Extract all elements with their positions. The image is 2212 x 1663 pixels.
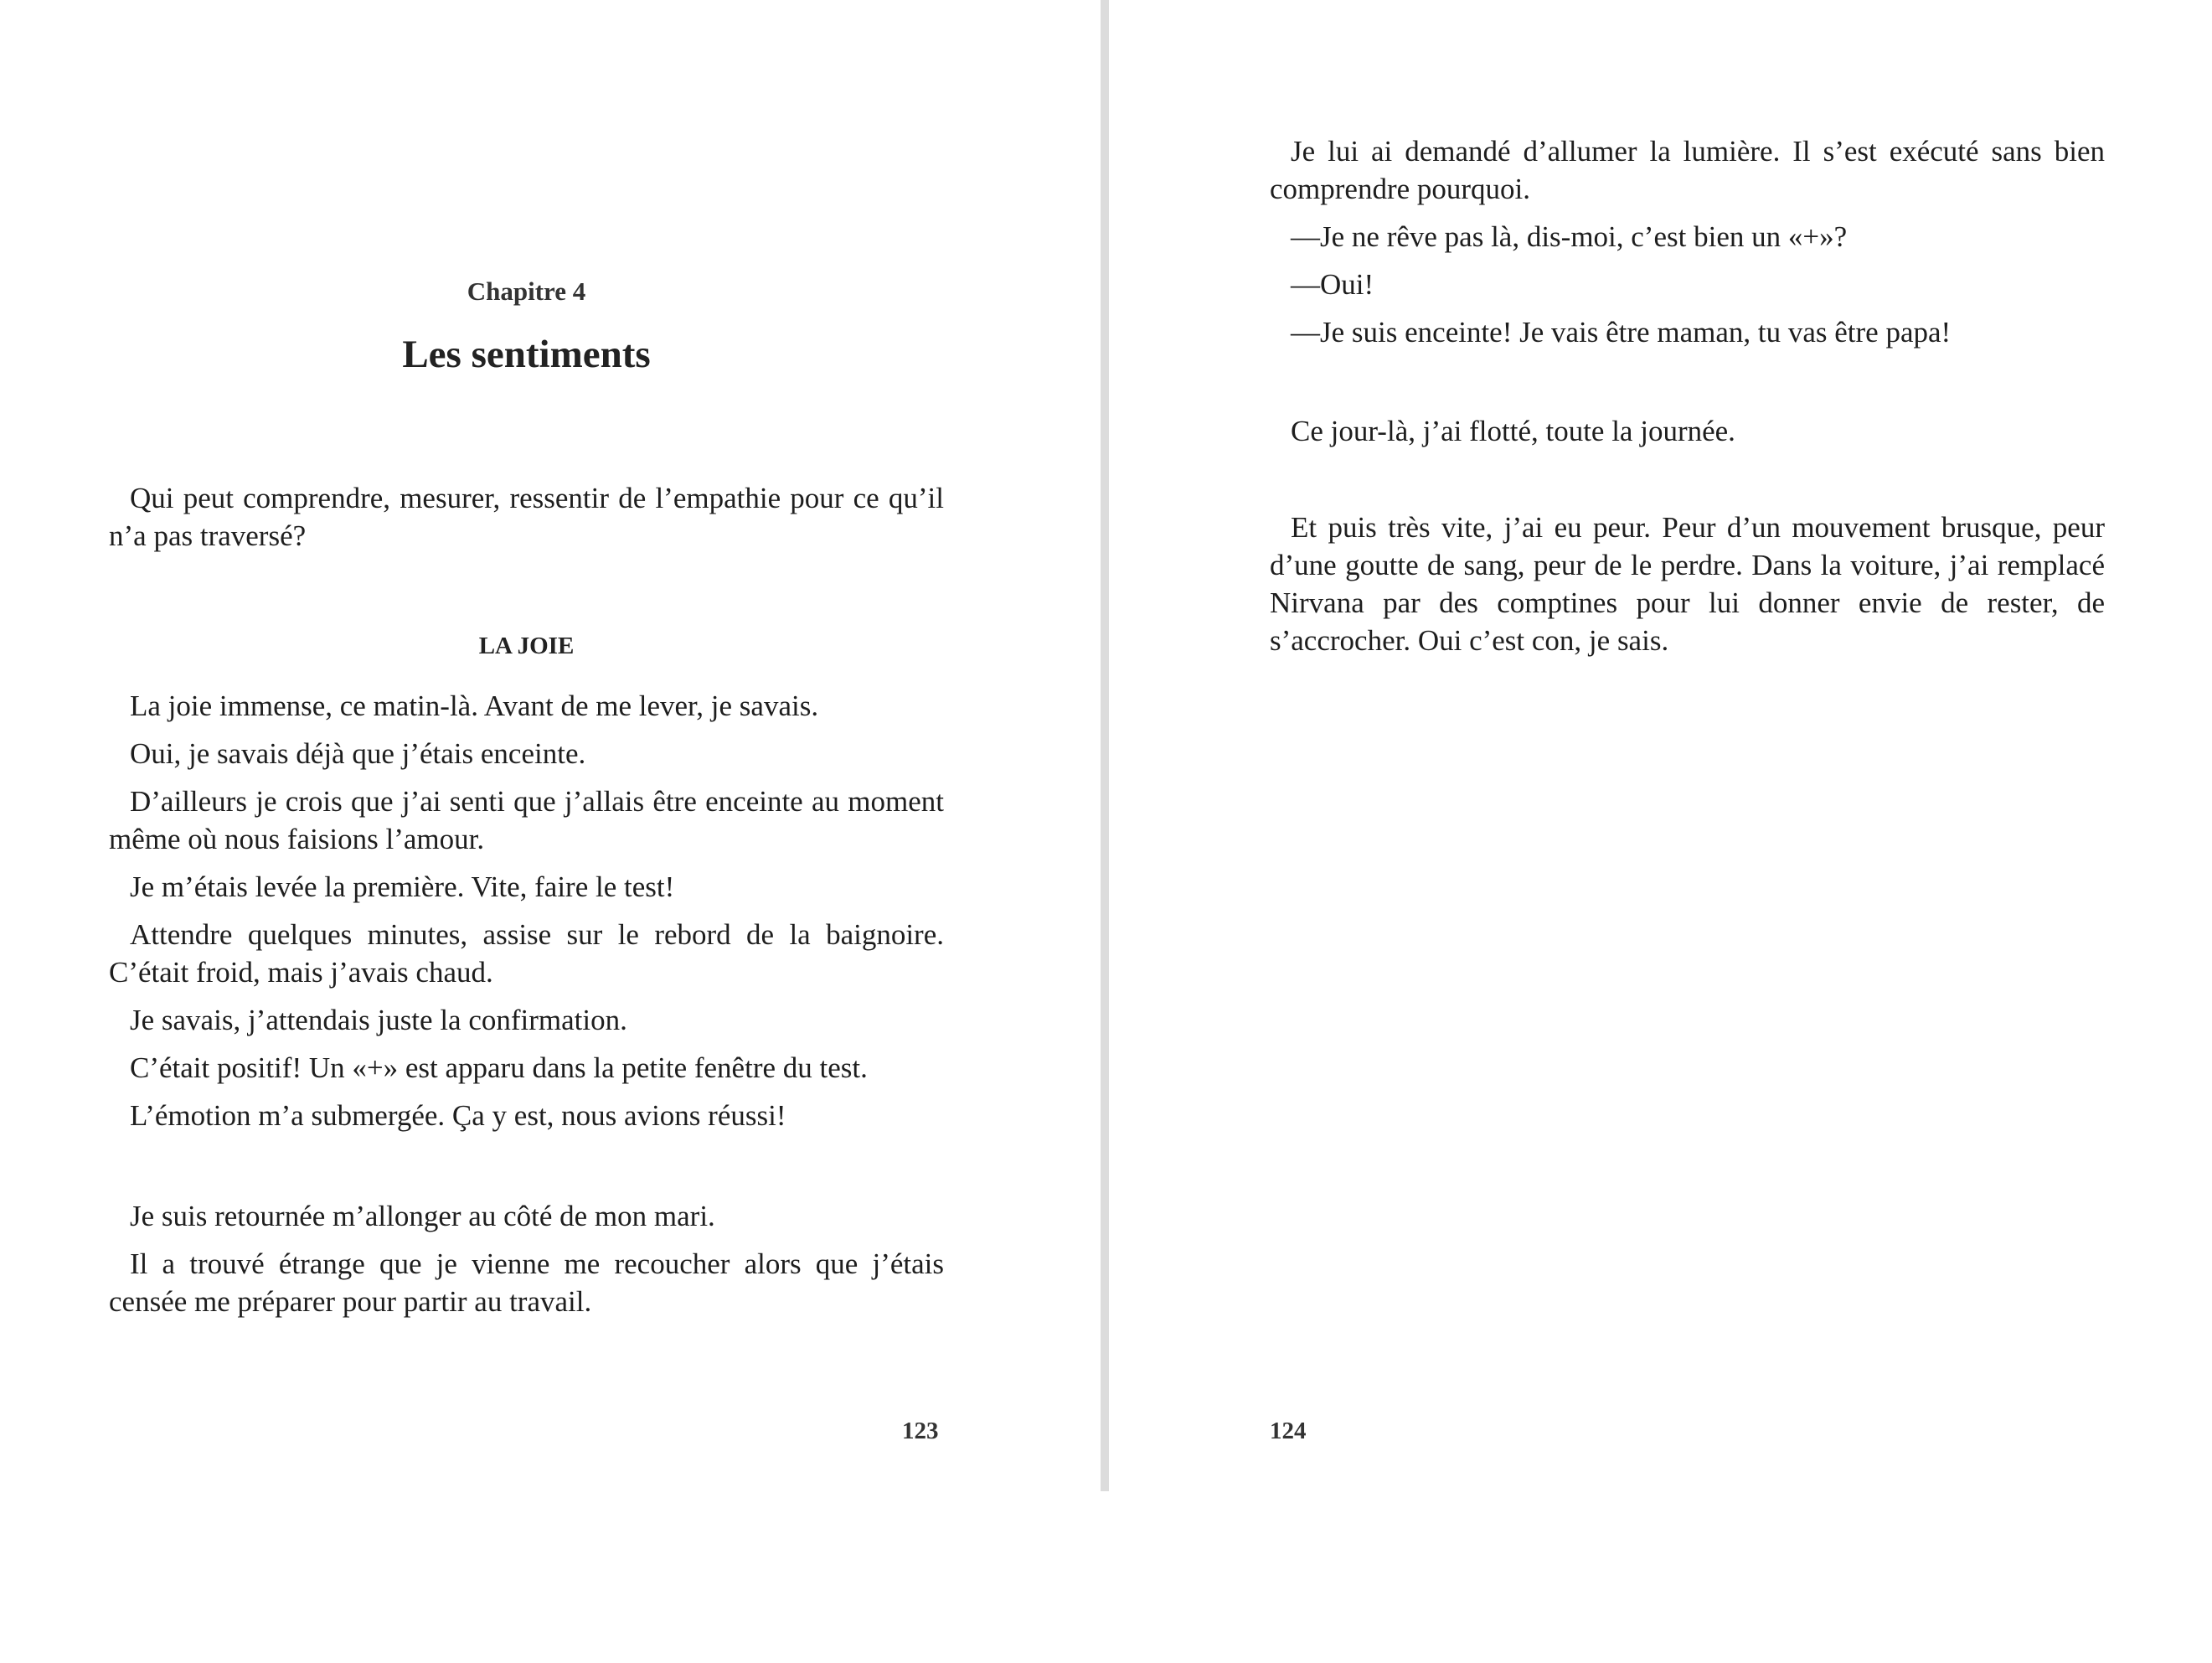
paragraph: Je m’étais levée la première. Vite, faire le test! (130, 870, 675, 903)
chapter-title: Les sentiments (402, 333, 651, 376)
intro-paragraph: Qui peut comprendre, mesurer, ressentir de l’empathie pour ce qu’il n’a pas traversé? (109, 482, 944, 552)
paragraph: Et puis très vite, j’ai eu peur. Peur d’un mouvement brusque, peur d’une goutte de sang, peur de le perdre. Dans la voiture, j’ai remplacé Nirvana par des comptines pour lui donner envie de rester, de s’accrocher. Oui c’est con, je sais. (1270, 511, 2105, 657)
paragraph: La joie immense, ce matin-là. Avant de me lever, je savais. (130, 689, 819, 722)
left-page (109, 0, 944, 1491)
paragraph: Je suis retournée m’allonger au côté de mon mari. (130, 1200, 715, 1232)
paragraph: Je lui ai demandé d’allumer la lumière. Il s’est exécuté sans bien comprendre pourquoi. (1270, 135, 2105, 205)
section-body (109, 687, 944, 1144)
right-page (1270, 0, 2105, 1491)
intro-block (109, 479, 944, 565)
dialog-line: —Oui! (1291, 268, 1374, 301)
paragraph-block (1270, 412, 2105, 460)
paragraph: C’était positif! Un «+» est apparu dans la petite fenêtre du test. (130, 1051, 868, 1084)
paragraph: Attendre quelques minutes, assise sur le rebord de la baignoire. C’était froid, mais j’avais chaud. (109, 918, 944, 989)
page-number: 123 (902, 1418, 939, 1444)
section-heading: LA JOIE (478, 633, 575, 659)
paragraph: Oui, je savais déjà que j’étais enceinte. (130, 737, 586, 770)
chapter-label: Chapitre 4 (467, 276, 586, 306)
book-gutter (1101, 0, 1109, 1491)
paragraph: Ce jour-là, j’ai flotté, toute la journée. (1291, 415, 1735, 447)
dialog-line: —Je suis enceinte! Je vais être maman, tu vas être papa! (1291, 316, 1952, 349)
paragraph-block (1270, 509, 2105, 669)
section-body-continued (109, 1197, 944, 1330)
paragraph: Il a trouvé étrange que je vienne me recoucher alors que j’étais censée me préparer pour partir au travail. (109, 1247, 944, 1318)
section-heading-block (109, 629, 944, 663)
page-number: 124 (1270, 1418, 1307, 1444)
paragraph: L’émotion m’a submergée. Ça y est, nous avions réussi! (130, 1099, 786, 1132)
paragraph: Je savais, j’attendais juste la confirmation. (130, 1004, 627, 1036)
dialog-line: —Je ne rêve pas là, dis-moi, c’est bien un «+»? (1291, 220, 1848, 253)
paragraph: D’ailleurs je crois que j’ai senti que j’allais être enceinte au moment même où nous faisions l’amour. (109, 785, 944, 855)
dialog-block (1270, 132, 2105, 361)
